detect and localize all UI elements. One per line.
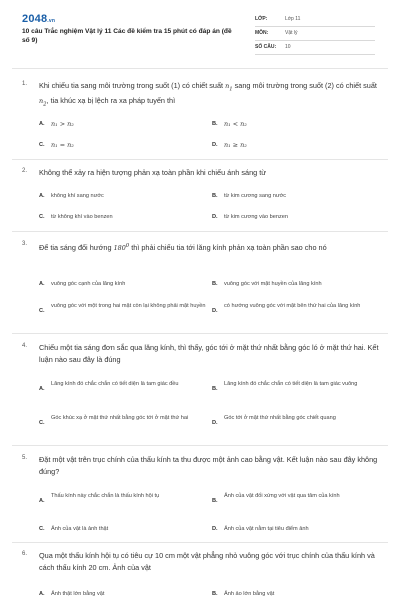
divider — [12, 159, 388, 160]
question-6: 6. Qua một thấu kính hội tụ có tiêu cự 10 cm một vật phẳng nhỏ vuông góc với trục chính của thấu kính và cách thấu kính 20 cm. Ảnh của vật A. Ảnh thật lớn bằng vật B. Ảnh ảo lớn bằng vật — [22, 550, 382, 600]
divider — [12, 445, 388, 446]
question-text: Không thể xảy ra hiện tượng phản xạ toàn phần khi chiếu ánh sáng từ — [39, 168, 267, 177]
question-4: 4. Chiếu một tia sáng đơn sắc qua lăng kính, thì thấy, góc tới ở mặt thứ nhất bằng góc ló ở mặt thứ hai. Kết luận nào sau đây là đúng A. Lăng kính đó chắc chắn có tiết diện là tam giác đều B. Lăng kính đó chắc chắn có tiết diện là tam giác vuông C. Góc khúc xạ ở mặt thứ nhất bằng góc tới ở mặt thứ hai D. Góc tới ở mặt thứ nhất bằng góc chiết quang — [22, 343, 379, 426]
page-title: 10 câu Trắc nghiệm Vật lý 11 Các đề kiểm tra 15 phút có đáp án (đề số 9) — [22, 28, 232, 44]
meta-class-row: LỚP: Lớp 11 — [255, 16, 375, 27]
divider — [12, 231, 388, 232]
question-text: Để tia sáng đổi hướng $180^0$ thì phải chiếu tia tới lăng kính phản xạ toàn phần sao cho nó — [39, 243, 327, 253]
meta-info — [255, 16, 375, 58]
page-header — [0, 0, 400, 62]
question-text: Khi chiếu tia sang môi trường trong suốt (1) có chiết suất $n_1$ sang môi trường trong suốt (2) có chiết suất $n_2$, tia khúc xạ bị lệch ra xa pháp tuyến thì — [39, 81, 377, 108]
question-text: Qua một thấu kính hội tụ có tiêu cự 10 cm một vật phẳng nhỏ vuông góc với trục chính của thấu kính và cách thấu kính 20 cm. Ảnh của vật — [39, 551, 375, 572]
question-3: 3. Để tia sáng đổi hướng $180^0$ thì phải chiếu tia tới lăng kính phản xạ toàn phần sao cho nó A. vuông góc cạnh của lăng kính B. vuông góc với mặt huyền của lăng kính C. vuông góc với một trong hai mặt còn lại không phải mặt huyền D. có hướng vuông góc với mặt bên thứ hai của lăng kính — [22, 240, 382, 330]
site-logo[interactable]: 2048.vn — [22, 13, 56, 25]
meta-count-row: SỐ CÂU: 10 — [255, 44, 375, 55]
question-text: Chiếu một tia sáng đơn sắc qua lăng kính, thì thấy, góc tới ở mặt thứ nhất bằng góc ló ở mặt thứ hai. Kết luận nào sau đây là đúng — [39, 343, 379, 364]
question-2: 2. Không thể xảy ra hiện tượng phản xạ toàn phần khi chiếu ánh sáng từ A. không khí sang nước B. từ kim cương sang nước C. từ không khí vào benzen D. từ kim cương vào benzen — [22, 167, 382, 229]
question-5: 5. Đặt một vật trên trục chính của thấu kính ta thu được một ảnh cao bằng vật. Kết luận nào sau đây không đúng? A. Thấu kính này chắc chắn là thấu kính hội tụ B. Ảnh của vật đối xứng với vật qua tâm của kính C. Ảnh của vật là ảnh thật D. Ảnh của vật nằm tại tiêu điểm ảnh — [22, 455, 378, 532]
divider — [12, 333, 388, 334]
meta-subject-row: MÔN: Vật lý — [255, 30, 375, 41]
divider — [12, 542, 388, 543]
question-1: 1. Khi chiếu tia sang môi trường trong suốt (1) có chiết suất $n_1$ sang môi trường trong suốt (2) có chiết suất $n_2$, tia khúc xạ bị lệch ra xa pháp tuyến thì A. n₁ > n₂ B. n₁ < n₂ C. n₁ = n₂ D. n₁ ≥ n₂ — [22, 80, 382, 160]
divider — [12, 68, 388, 69]
question-text: Đặt một vật trên trục chính của thấu kính ta thu được một ảnh cao bằng vật. Kết luận nào sau đây không đúng? — [39, 455, 378, 476]
